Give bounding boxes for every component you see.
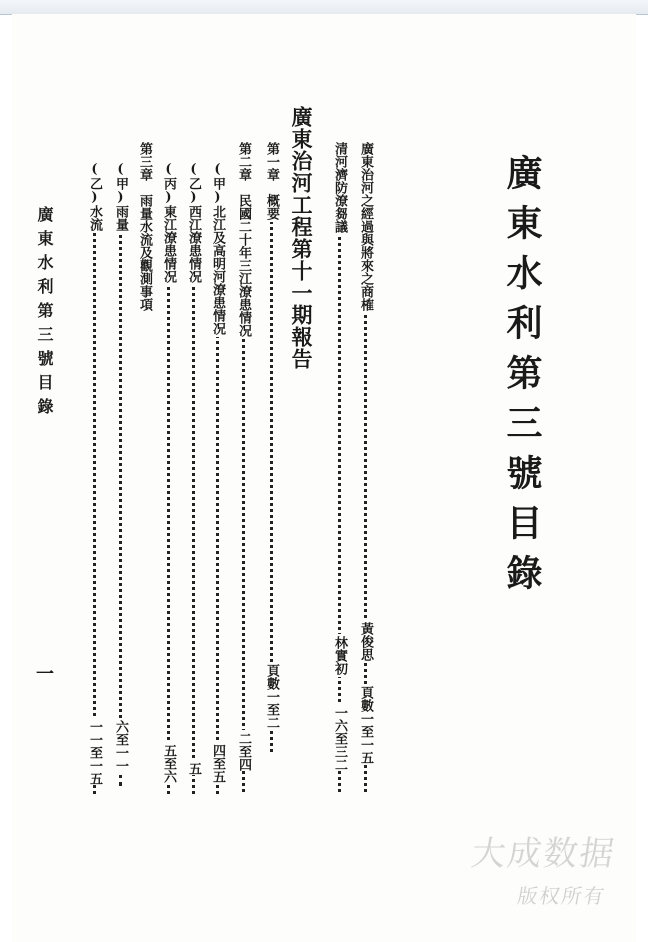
toc-entry-chapter-2[interactable] — [234, 142, 252, 792]
entry-pages: 一一至一五 — [87, 720, 102, 785]
leader-dots — [323, 142, 341, 792]
entry-title: (甲)雨量 — [113, 162, 128, 231]
entry-author: 林實初 — [332, 636, 347, 675]
main-title: 廣東水利第三號目錄 — [501, 154, 543, 604]
toc-entry-water-flow[interactable] — [85, 162, 103, 794]
toc-entry-1[interactable] — [356, 142, 374, 792]
report-title: 廣東治河工程第十一期報告 — [289, 106, 314, 370]
leader-dots — [104, 162, 122, 786]
leader-dots — [255, 142, 273, 752]
toc-entry-2[interactable] — [330, 142, 348, 792]
entry-title: 第二章 民國二十年三江潦患情况 — [236, 142, 251, 337]
document-page — [12, 14, 636, 942]
entry-pages: 六至一一 — [113, 720, 128, 772]
toc-entry-east-river[interactable] — [159, 162, 177, 794]
entry-pages: 五 — [186, 762, 201, 775]
toc-entry-rainfall[interactable] — [111, 162, 129, 786]
entry-pages: 頁數一至一五 — [358, 686, 373, 764]
entry-title: (乙)西江潦患情况 — [186, 162, 201, 283]
toc-entry-west-river[interactable] — [184, 162, 202, 794]
toc-entry-north-river[interactable] — [208, 162, 226, 794]
entry-pages: 頁數一至二 — [264, 664, 279, 729]
entry-author: 黃俊思 — [358, 622, 373, 661]
running-header: 廣東水利第三號目錄 — [35, 206, 54, 422]
toc-entry-chapter-1[interactable] — [262, 142, 280, 752]
watermark-subtext: 版权所有 — [515, 884, 608, 908]
leader-dots — [78, 162, 96, 794]
entry-title: (甲)北江及高明河潦患情况 — [210, 162, 225, 335]
page-number: 一 — [33, 664, 54, 682]
entry-pages: 五至六 — [161, 744, 176, 783]
entry-title: (丙)東江潦患情况 — [161, 162, 176, 283]
entry-title: 第一章 概要 — [264, 142, 279, 220]
viewer-top-bar — [0, 0, 648, 15]
entry-pages: 一六至三二 — [332, 706, 347, 771]
entry-pages: 二至四 — [236, 732, 251, 771]
watermark-text: 大成数据 — [468, 834, 619, 874]
entry-title: 清河濟防潦芻議 — [332, 142, 347, 233]
entry-pages: 四至五 — [210, 744, 225, 783]
entry-title: 廣東治河之經過與將來之商榷 — [358, 142, 373, 311]
entry-title: (乙)水流 — [87, 162, 102, 231]
toc-entry-chapter-3[interactable]: 第三章 雨量水流及觀測事項 — [137, 142, 152, 311]
